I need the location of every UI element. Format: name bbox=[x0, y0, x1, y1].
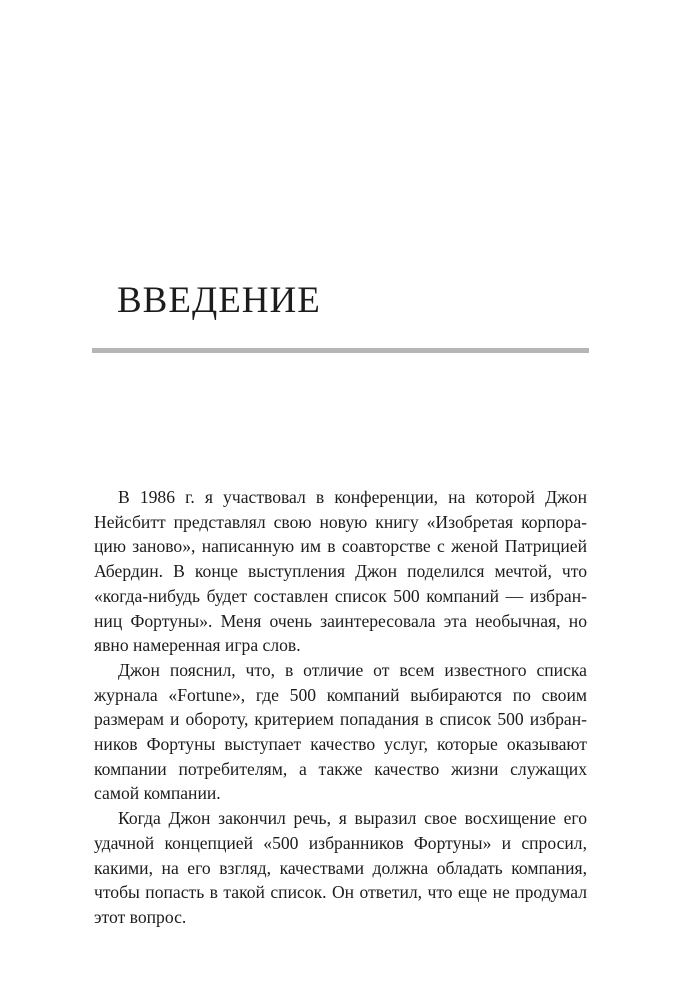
text-line: явно намеренная игра слов. bbox=[94, 635, 301, 656]
text-line: ников Фортуны выступает качество услуг, которые оказывают bbox=[94, 734, 587, 755]
text-line: Джон пояснил, что, в отличие от всем известного списка bbox=[118, 659, 587, 680]
paragraph-1 bbox=[94, 485, 587, 658]
text-line: журнала «Fortune», где 500 компаний выбираются по своим bbox=[94, 684, 587, 705]
text-line: размерам и обороту, критерием попадания в список 500 избран- bbox=[94, 709, 587, 730]
title-divider bbox=[92, 348, 589, 353]
text-line: компании потребителям, а также качество жизни служащих bbox=[94, 758, 587, 779]
text-line: Нейсбитт представлял свою новую книгу «Изобретая корпора- bbox=[94, 511, 587, 532]
chapter-title: ВВЕДЕНИЕ bbox=[117, 280, 321, 321]
paragraph-3 bbox=[94, 806, 587, 930]
text-line: В 1986 г. я участвовал в конференции, на которой Джон bbox=[118, 487, 587, 507]
text-line: чтобы попасть в такой список. Он ответил, что еще не продумал bbox=[94, 882, 587, 903]
text-line: удачной концепцией «500 избранников Фортуны» и спросил, bbox=[94, 832, 587, 853]
paragraph-2 bbox=[94, 658, 587, 806]
text-line: этот вопрос. bbox=[94, 906, 187, 927]
text-line: какими, на его взгляд, качествами должна обладать компания, bbox=[94, 857, 587, 878]
text-line: ниц Фортуны». Меня очень заинтересовала эта необычная, но bbox=[94, 610, 587, 631]
text-line: Абердин. В конце выступления Джон поделился мечтой, что bbox=[94, 561, 587, 582]
text-line: самой компании. bbox=[94, 783, 221, 804]
text-line: «когда-нибудь будет составлен список 500 компаний — избран- bbox=[94, 585, 587, 606]
text-line: цию заново», написанную им в соавторстве с женой Патрицией bbox=[94, 536, 587, 557]
body-text bbox=[94, 485, 587, 930]
text-line: Когда Джон закончил речь, я выразил свое восхищение его bbox=[118, 808, 587, 829]
